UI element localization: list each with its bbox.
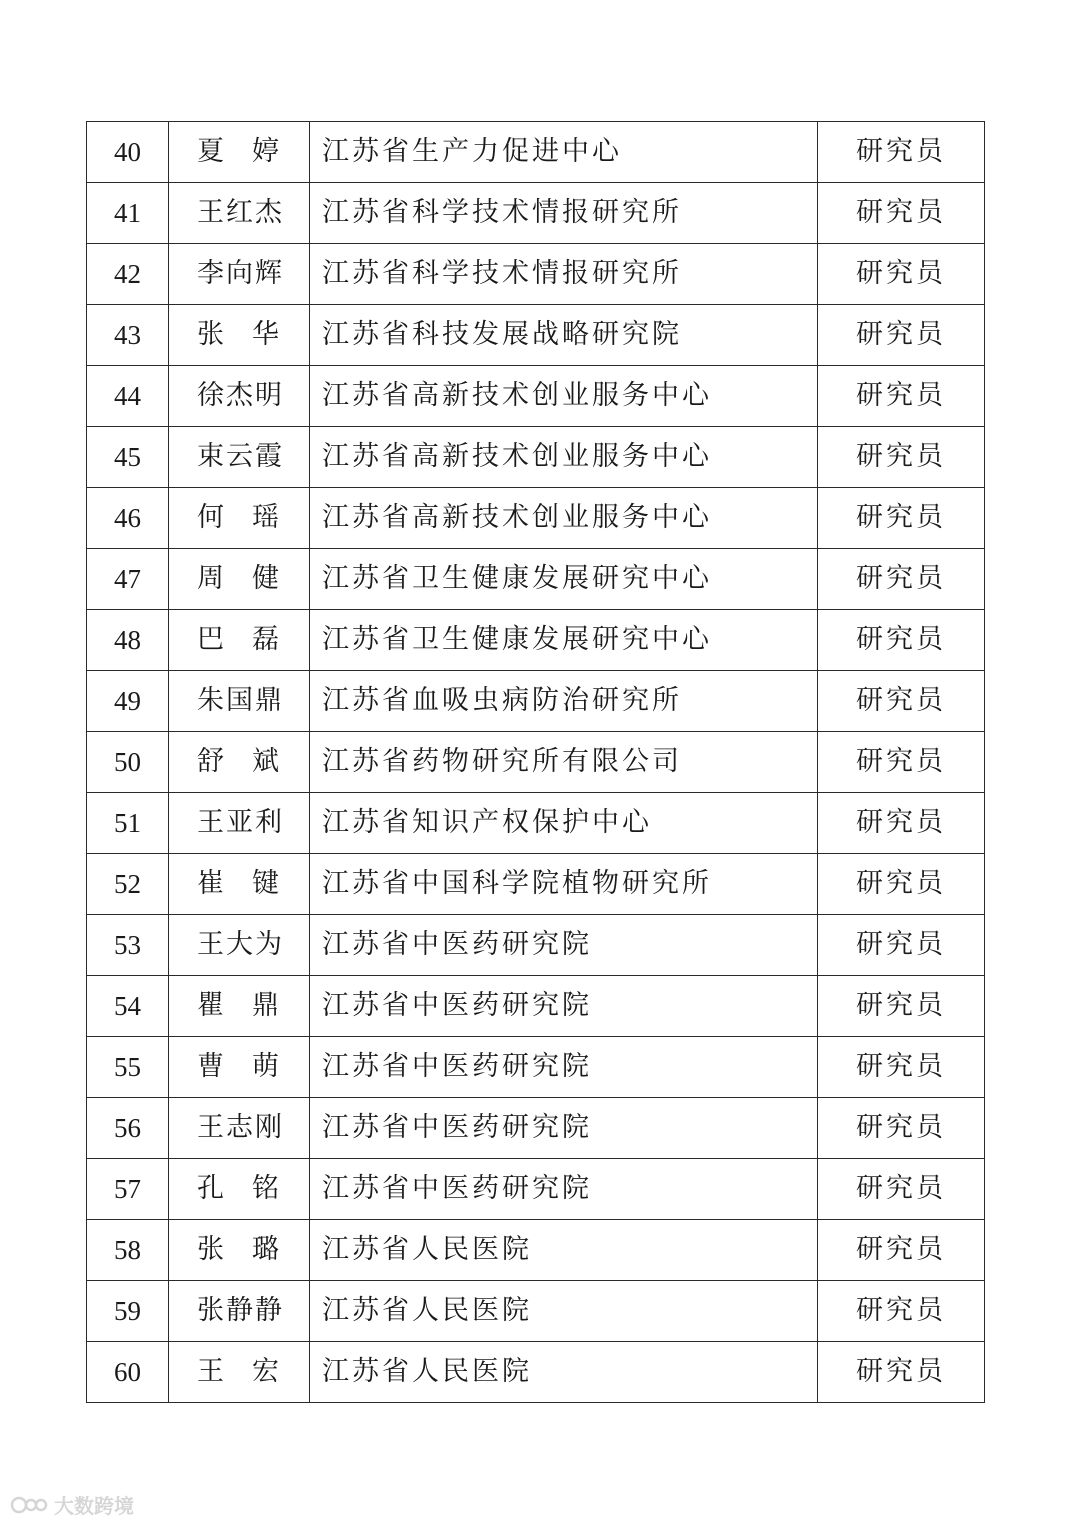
row-index-cell: 51: [87, 793, 169, 854]
person-name-cell: 曹 萌: [169, 1037, 310, 1098]
organization-cell: 江苏省生产力促进中心: [310, 122, 818, 183]
table-row: [87, 549, 985, 610]
watermark: [10, 1490, 134, 1519]
organization-cell: 江苏省科学技术情报研究所: [310, 244, 818, 305]
table-row: [87, 1220, 985, 1281]
person-name-cell: 夏 婷: [169, 122, 310, 183]
person-name-cell: 何 瑶: [169, 488, 310, 549]
row-index-cell: 44: [87, 366, 169, 427]
organization-cell: 江苏省中医药研究院: [310, 915, 818, 976]
organization-cell: 江苏省中医药研究院: [310, 1098, 818, 1159]
organization-cell: 江苏省高新技术创业服务中心: [310, 427, 818, 488]
table-row: [87, 122, 985, 183]
person-name-cell: 张 华: [169, 305, 310, 366]
job-title-cell: 研究员: [818, 1159, 985, 1220]
row-index-cell: 48: [87, 610, 169, 671]
table-row: [87, 305, 985, 366]
row-index-cell: 41: [87, 183, 169, 244]
organization-cell: 江苏省科技发展战略研究院: [310, 305, 818, 366]
row-index-cell: 60: [87, 1342, 169, 1403]
job-title-cell: 研究员: [818, 122, 985, 183]
row-index-cell: 57: [87, 1159, 169, 1220]
person-name-cell: 束云霞: [169, 427, 310, 488]
job-title-cell: 研究员: [818, 732, 985, 793]
person-name-cell: 徐杰明: [169, 366, 310, 427]
row-index-cell: 45: [87, 427, 169, 488]
job-title-cell: 研究员: [818, 610, 985, 671]
table-row: [87, 915, 985, 976]
row-index-cell: 46: [87, 488, 169, 549]
person-name-cell: 瞿 鼎: [169, 976, 310, 1037]
table-row: [87, 427, 985, 488]
organization-cell: 江苏省高新技术创业服务中心: [310, 488, 818, 549]
person-name-cell: 舒 斌: [169, 732, 310, 793]
watermark-text: 大数跨境: [54, 1494, 134, 1518]
person-name-cell: 周 健: [169, 549, 310, 610]
person-name-cell: 崔 键: [169, 854, 310, 915]
table-row: [87, 366, 985, 427]
table-row: [87, 1037, 985, 1098]
organization-cell: 江苏省血吸虫病防治研究所: [310, 671, 818, 732]
job-title-cell: 研究员: [818, 1220, 985, 1281]
table-row: [87, 793, 985, 854]
organization-cell: 江苏省知识产权保护中心: [310, 793, 818, 854]
job-title-cell: 研究员: [818, 976, 985, 1037]
person-name-cell: 王亚利: [169, 793, 310, 854]
job-title-cell: 研究员: [818, 854, 985, 915]
organization-cell: 江苏省中国科学院植物研究所: [310, 854, 818, 915]
person-name-cell: 王志刚: [169, 1098, 310, 1159]
job-title-cell: 研究员: [818, 1342, 985, 1403]
table-row: [87, 488, 985, 549]
job-title-cell: 研究员: [818, 671, 985, 732]
person-name-cell: 王大为: [169, 915, 310, 976]
row-index-cell: 56: [87, 1098, 169, 1159]
job-title-cell: 研究员: [818, 427, 985, 488]
organization-cell: 江苏省中医药研究院: [310, 1159, 818, 1220]
person-name-cell: 王 宏: [169, 1342, 310, 1403]
job-title-cell: 研究员: [818, 183, 985, 244]
person-name-cell: 王红杰: [169, 183, 310, 244]
person-name-cell: 李向辉: [169, 244, 310, 305]
table-row: [87, 183, 985, 244]
row-index-cell: 49: [87, 671, 169, 732]
job-title-cell: 研究员: [818, 488, 985, 549]
row-index-cell: 43: [87, 305, 169, 366]
organization-cell: 江苏省卫生健康发展研究中心: [310, 610, 818, 671]
person-name-cell: 张静静: [169, 1281, 310, 1342]
table-row: [87, 976, 985, 1037]
table-row: [87, 610, 985, 671]
row-index-cell: 42: [87, 244, 169, 305]
job-title-cell: 研究员: [818, 1281, 985, 1342]
row-index-cell: 52: [87, 854, 169, 915]
person-name-cell: 孔 铭: [169, 1159, 310, 1220]
job-title-cell: 研究员: [818, 1098, 985, 1159]
table-row: [87, 1098, 985, 1159]
organization-cell: 江苏省中医药研究院: [310, 1037, 818, 1098]
organization-cell: 江苏省高新技术创业服务中心: [310, 366, 818, 427]
person-name-cell: 巴 磊: [169, 610, 310, 671]
job-title-cell: 研究员: [818, 1037, 985, 1098]
row-index-cell: 58: [87, 1220, 169, 1281]
row-index-cell: 59: [87, 1281, 169, 1342]
job-title-cell: 研究员: [818, 305, 985, 366]
table-row: [87, 1342, 985, 1403]
brand-logo-icon: [10, 1494, 48, 1516]
job-title-cell: 研究员: [818, 549, 985, 610]
organization-cell: 江苏省中医药研究院: [310, 976, 818, 1037]
job-title-cell: 研究员: [818, 366, 985, 427]
roster-table: [86, 121, 985, 1403]
organization-cell: 江苏省人民医院: [310, 1342, 818, 1403]
person-name-cell: 张 璐: [169, 1220, 310, 1281]
row-index-cell: 53: [87, 915, 169, 976]
job-title-cell: 研究员: [818, 915, 985, 976]
table-row: [87, 732, 985, 793]
organization-cell: 江苏省人民医院: [310, 1281, 818, 1342]
job-title-cell: 研究员: [818, 244, 985, 305]
roster-table-body: [87, 122, 985, 1403]
job-title-cell: 研究员: [818, 793, 985, 854]
row-index-cell: 54: [87, 976, 169, 1037]
organization-cell: 江苏省科学技术情报研究所: [310, 183, 818, 244]
table-row: [87, 854, 985, 915]
row-index-cell: 55: [87, 1037, 169, 1098]
organization-cell: 江苏省药物研究所有限公司: [310, 732, 818, 793]
row-index-cell: 47: [87, 549, 169, 610]
organization-cell: 江苏省卫生健康发展研究中心: [310, 549, 818, 610]
person-name-cell: 朱国鼎: [169, 671, 310, 732]
table-row: [87, 1281, 985, 1342]
organization-cell: 江苏省人民医院: [310, 1220, 818, 1281]
table-row: [87, 1159, 985, 1220]
row-index-cell: 40: [87, 122, 169, 183]
table-row: [87, 671, 985, 732]
table-row: [87, 244, 985, 305]
row-index-cell: 50: [87, 732, 169, 793]
